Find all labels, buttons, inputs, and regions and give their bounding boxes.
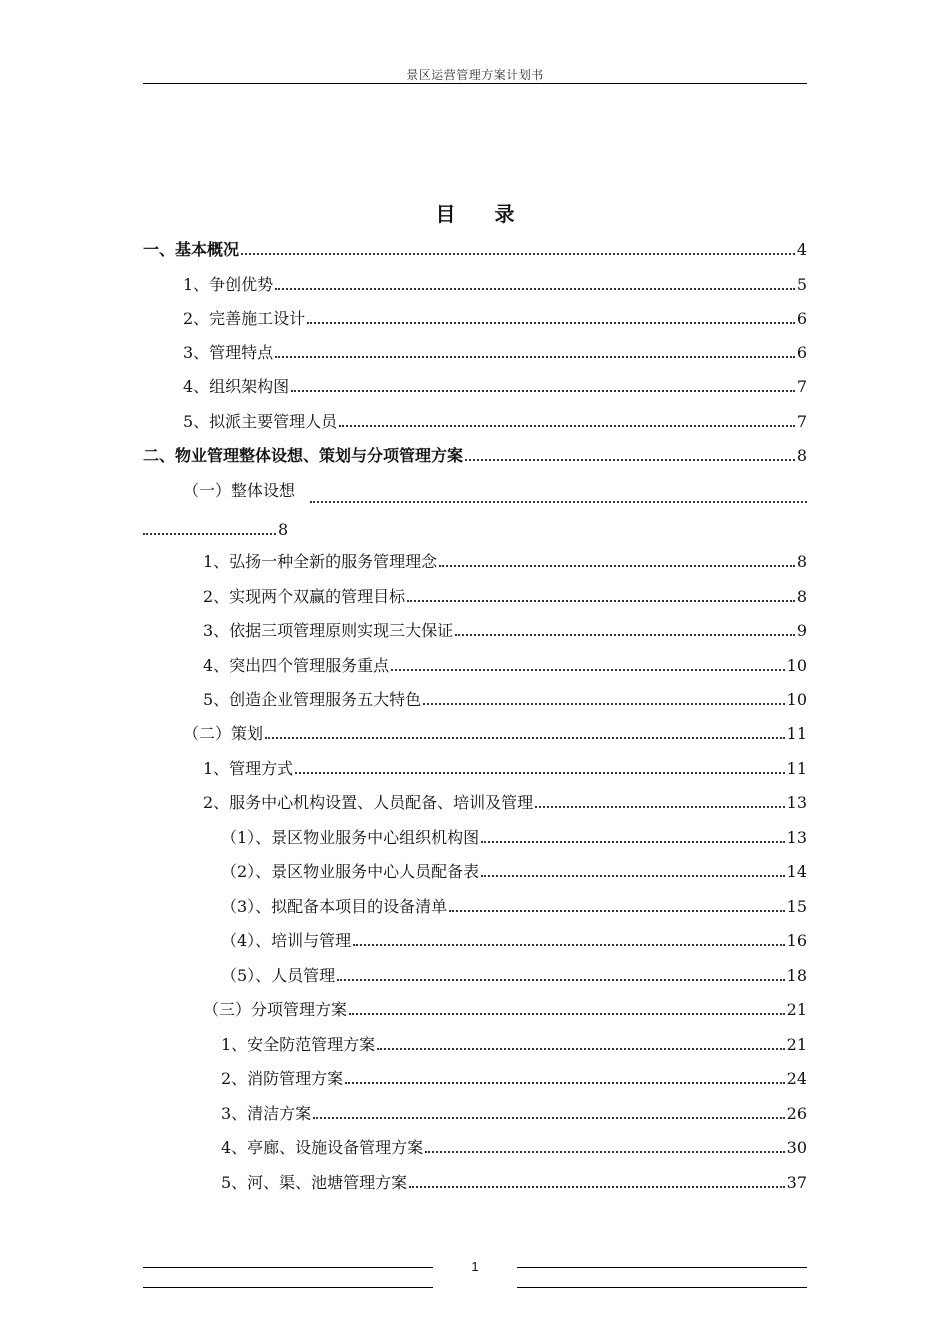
toc-entry-label: （三）分项管理方案 [203,1000,348,1019]
toc-entry[interactable] [221,1100,807,1124]
toc-entry-label: 5、河、渠、池塘管理方案 [221,1173,408,1192]
toc-entry[interactable] [203,548,807,572]
toc-entry-page: 8 [796,587,807,606]
dot-leader [275,356,795,358]
toc-entry-label: 3、清洁方案 [221,1104,312,1123]
page-number: 1 [471,1259,479,1274]
toc-entry[interactable] [221,1169,807,1193]
toc-entry-label: （5）、人员管理 [221,966,336,985]
toc-entry[interactable] [221,927,807,951]
dot-leader [449,910,784,912]
toc-entry-label: 5、创造企业管理服务五大特色 [203,690,422,709]
dot-leader [535,806,784,808]
toc-entry-page: 13 [786,828,807,847]
toc-entry[interactable] [203,686,807,710]
toc-entry-page: 7 [796,412,807,431]
toc-entry[interactable] [221,858,807,882]
toc-entry-label: 3、依据三项管理原则实现三大保证 [203,621,454,640]
dot-leader [313,1117,784,1119]
toc-entry[interactable] [183,373,807,397]
toc-entry-page: 6 [796,343,807,362]
toc-entry-label: （一）整体设想 [183,481,296,500]
toc-entry-label: 一、基本概况 [143,240,240,259]
dot-leader [339,425,795,427]
toc-entry-label: 4、亭廊、设施设备管理方案 [221,1138,424,1157]
toc-entry-page: 21 [786,1000,807,1019]
toc-entry[interactable] [221,1134,807,1158]
toc-entry-label: （1）、景区物业服务中心组织机构图 [221,828,480,847]
toc-entry-label: 4、突出四个管理服务重点 [203,656,390,675]
toc-entry-page: 11 [786,759,807,778]
toc-entry-page: 8 [796,552,807,571]
toc-entry-page: 4 [796,240,807,259]
toc-entry[interactable] [203,996,807,1020]
dot-leader [465,459,795,461]
toc-entry[interactable] [221,893,807,917]
toc-entry-page: 14 [786,862,807,881]
dot-leader [265,737,785,739]
toc-entry-page: 8 [796,446,807,465]
dot-leader [143,533,276,535]
toc-entry[interactable] [221,1031,807,1055]
dot-leader [481,875,784,877]
toc-entry-label: （4）、培训与管理 [221,931,352,950]
toc-entry[interactable] [143,236,807,260]
toc-entry-page: 24 [786,1069,807,1088]
toc-entry-page: 5 [796,275,807,294]
toc-entry-label: 4、组织架构图 [183,377,290,396]
header-title: 景区运营管理方案计划书 [406,68,544,82]
toc-entry[interactable] [183,271,807,295]
toc-entry-page: 9 [796,621,807,640]
footer-rule-left [143,1267,433,1268]
toc-entry-label: 2、服务中心机构设置、人员配备、培训及管理 [203,793,534,812]
toc-entry[interactable] [183,720,807,744]
toc-entry-label: 1、弘扬一种全新的服务管理理念 [203,552,438,571]
toc-entry-continuation [143,516,443,540]
toc-entry-label: （2）、景区物业服务中心人员配备表 [221,862,480,881]
toc-entry-page: 11 [786,724,807,743]
toc-entry-page: 10 [786,656,807,675]
toc-entry-page: 26 [786,1104,807,1123]
toc-entry-label: 3、管理特点 [183,343,274,362]
dot-leader [407,600,795,602]
toc-entry[interactable] [143,442,807,466]
toc-entry-label: 1、管理方式 [203,759,294,778]
toc-entry-label: 5、拟派主要管理人员 [183,412,338,431]
toc-entry[interactable] [183,339,807,363]
toc-entry[interactable] [221,824,807,848]
dot-leader [295,772,784,774]
dot-leader [307,322,795,324]
toc-entry-page: 8 [278,520,289,539]
toc-entry-label: 2、完善施工设计 [183,309,306,328]
toc-entry[interactable] [221,962,807,986]
dot-leader [481,841,784,843]
toc-entry[interactable] [203,789,807,813]
toc-entry-label: 2、实现两个双赢的管理目标 [203,587,406,606]
toc-entry-page: 13 [786,793,807,812]
dot-leader [425,1151,784,1153]
footer-rule-left-lower [143,1287,433,1288]
toc-entry-page: 37 [786,1173,807,1192]
toc-entry-label: 2、消防管理方案 [221,1069,344,1088]
toc-entry-page: 18 [786,966,807,985]
dot-leader [310,501,807,503]
toc-entry[interactable] [221,1065,807,1089]
dot-leader [275,288,795,290]
toc-entry-label: 1、安全防范管理方案 [221,1035,376,1054]
toc-entry-page: 7 [796,377,807,396]
dot-leader [409,1186,784,1188]
toc-entry[interactable] [183,408,807,432]
dot-leader [241,253,795,255]
footer-rule-right-lower [517,1287,807,1288]
toc-entry-page: 21 [786,1035,807,1054]
toc-title: 目 录 [435,202,531,226]
toc-entry-label: （3）、拟配备本项目的设备清单 [221,897,448,916]
toc-entry[interactable] [203,755,807,779]
dot-leader [291,390,795,392]
toc-entry-page: 6 [796,309,807,328]
dot-leader [337,979,784,981]
toc-entry-page: 15 [786,897,807,916]
toc-entry-label: 二、物业管理整体设想、策划与分项管理方案 [143,446,464,465]
toc-entry-page: 16 [786,931,807,950]
toc-entry[interactable] [203,583,807,607]
dot-leader [423,703,784,705]
toc-entry[interactable] [203,652,807,676]
dot-leader [377,1048,784,1050]
footer-rule-right [517,1267,807,1268]
toc-entry[interactable] [183,305,807,329]
header-divider [143,83,807,84]
dot-leader [455,634,795,636]
toc-entry[interactable] [203,617,807,641]
dot-leader [439,565,795,567]
toc-entry-label: 1、争创优势 [183,275,274,294]
dot-leader [353,944,784,946]
toc-entry-page: 30 [786,1138,807,1157]
dot-leader [349,1013,785,1015]
dot-leader [391,669,784,671]
toc-entry-page: 10 [786,690,807,709]
dot-leader [345,1082,784,1084]
toc-entry-label: （二）策划 [183,724,264,743]
